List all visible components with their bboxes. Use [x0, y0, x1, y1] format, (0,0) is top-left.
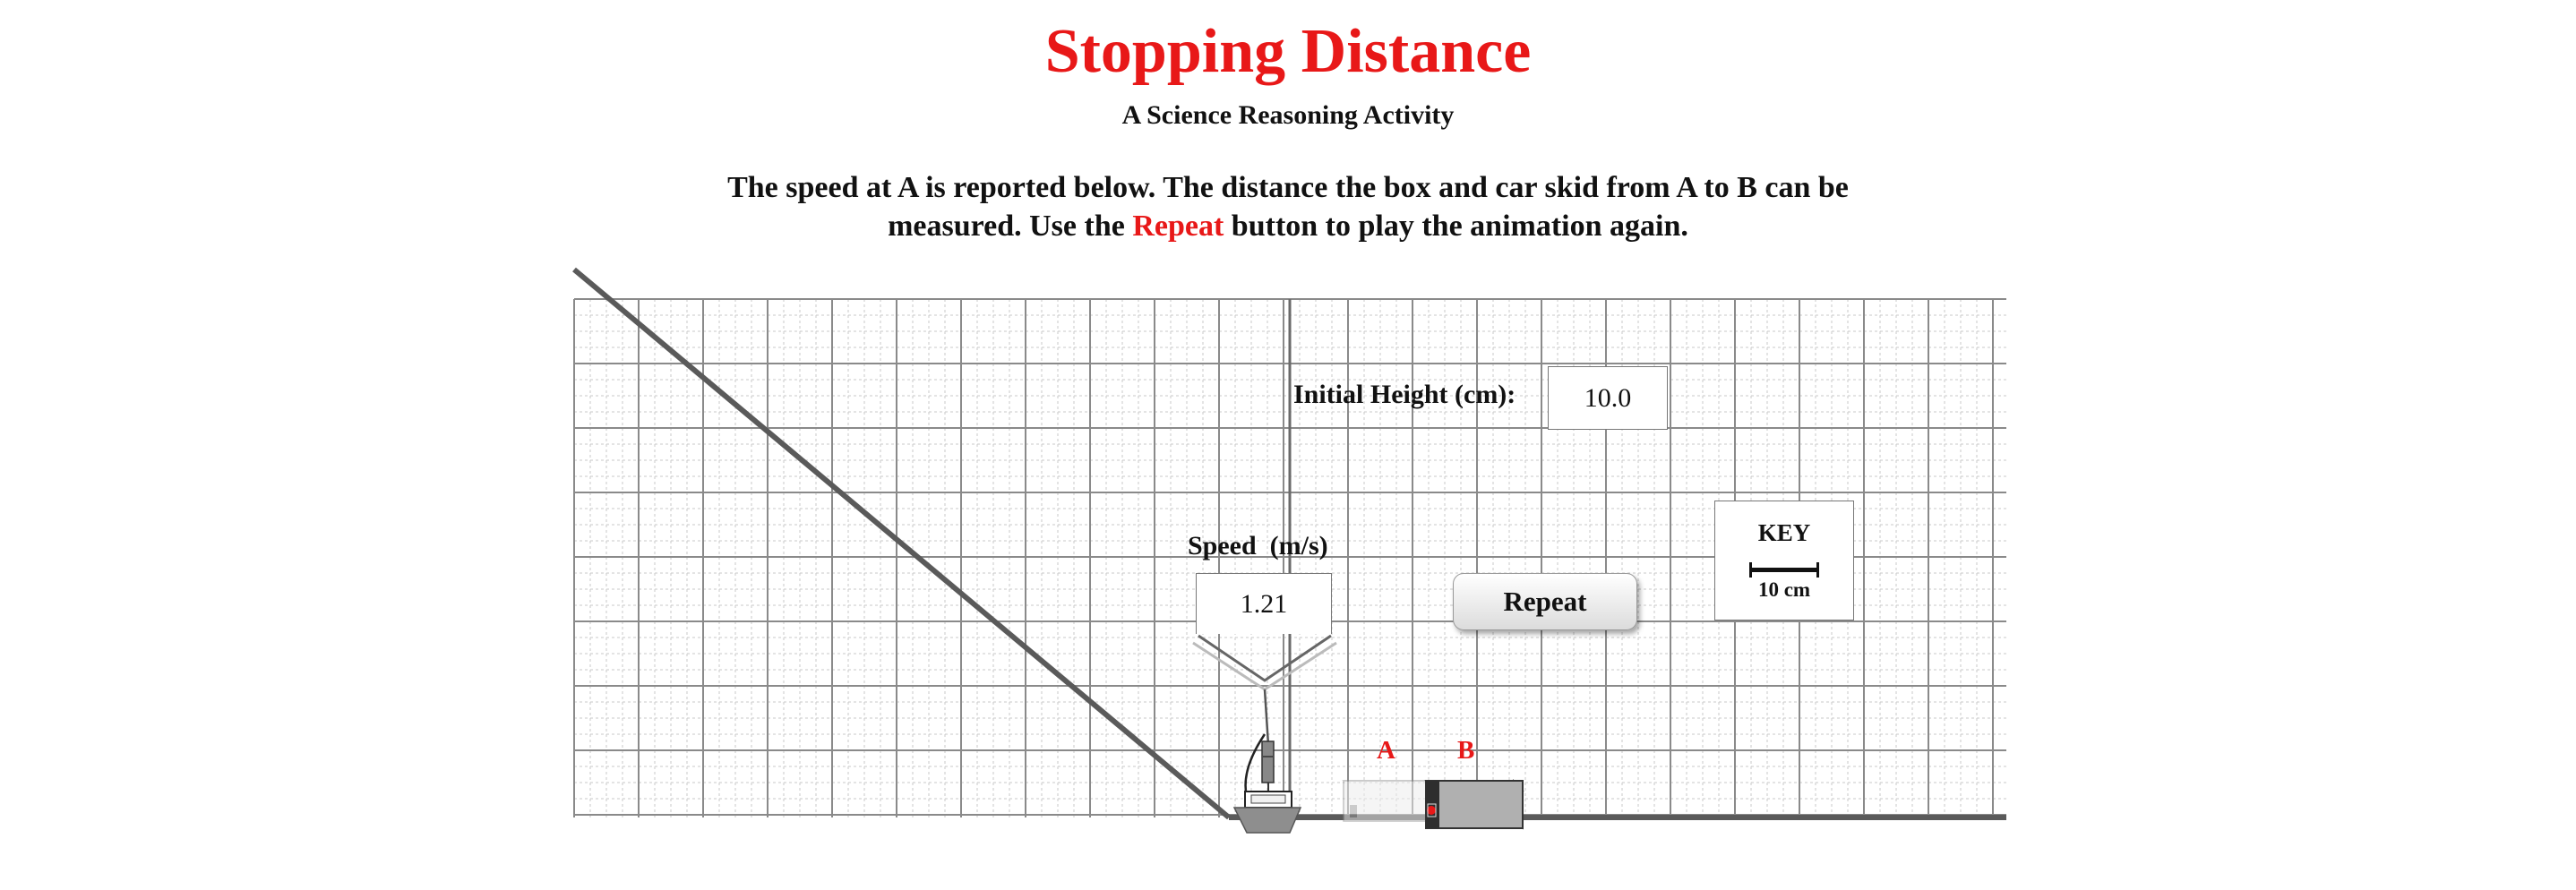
speed-pointer	[1193, 636, 1336, 689]
page-subtitle: A Science Reasoning Activity	[1121, 100, 1455, 130]
ramp-incline	[574, 270, 1229, 817]
key-scale-bar	[1749, 568, 1819, 572]
box-and-car	[1426, 781, 1523, 828]
point-b-label: B	[1457, 736, 1475, 765]
speed-label: Speed (m/s)	[1188, 531, 1328, 561]
key-title: KEY	[1757, 519, 1811, 546]
instructions-repeat-word: Repeat	[1132, 210, 1224, 243]
instructions-part-2: button to play the animation again.	[1224, 210, 1688, 243]
page-title: Stopping Distance	[1044, 17, 1532, 86]
point-a-label: A	[1377, 736, 1395, 765]
instructions-part-1: The speed at A is reported below. The distance the box and car skid from A to B can be measured. Use the	[727, 171, 1849, 243]
key-scale-label: 10 cm	[1757, 578, 1811, 601]
scale-key	[1714, 501, 1854, 620]
initial-height-value: 10.0	[1548, 366, 1668, 430]
initial-height-label: Initial Height (cm):	[1293, 380, 1516, 409]
speed-value: 1.21	[1196, 573, 1332, 634]
repeat-button[interactable]: Repeat	[1453, 573, 1637, 630]
